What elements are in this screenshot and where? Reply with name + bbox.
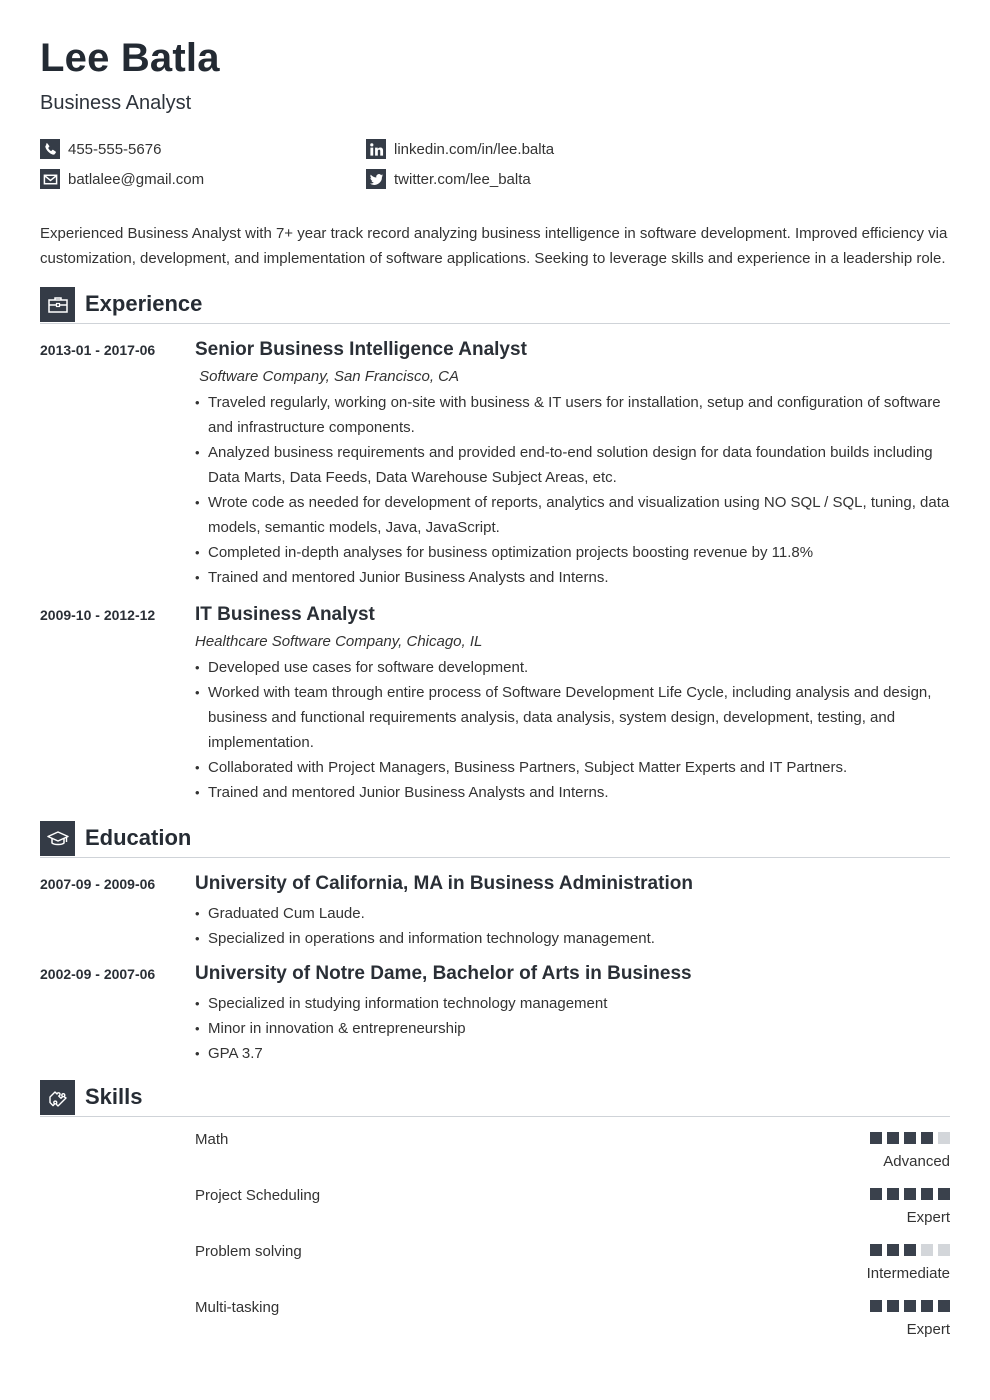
- rating-square-filled: [904, 1300, 916, 1312]
- skill-rating: [870, 1132, 950, 1144]
- entry-bullets: [195, 991, 952, 1066]
- graduation-cap-icon: [40, 821, 75, 856]
- puzzle-piece-icon: [40, 1080, 75, 1115]
- entry-company: Software Company, San Francisco, CA: [195, 368, 459, 385]
- phone-icon: [40, 139, 60, 159]
- skill-name: Multi-tasking: [195, 1299, 280, 1316]
- profile-summary: Experienced Business Analyst with 7+ year track record analyzing business intelligence in software development. Improved efficiency via customization, development, and implementation of software applications. Seeking to leverage skills and experience in a leadership role.: [40, 225, 948, 267]
- experience-heading: Experience: [85, 291, 203, 316]
- rating-square-filled: [887, 1244, 899, 1256]
- phone-text: 455-555-5676: [68, 140, 162, 158]
- rating-square-filled: [870, 1300, 882, 1312]
- bullet-item: • Developed use cases for software development.: [195, 655, 952, 680]
- rating-square-filled: [904, 1244, 916, 1256]
- bullet-item: • Graduated Cum Laude.: [195, 901, 952, 926]
- skill-rating: [870, 1244, 950, 1256]
- skill-level: Intermediate: [866, 1265, 950, 1282]
- entry-degree: University of California, MA in Business Administration: [195, 873, 693, 894]
- rating-square-filled: [921, 1300, 933, 1312]
- skill-name: Math: [195, 1131, 229, 1148]
- entry-bullets: [195, 390, 952, 590]
- rating-square-filled: [921, 1132, 933, 1144]
- skill-item: [195, 1299, 950, 1349]
- rating-square-filled: [921, 1188, 933, 1200]
- skill-item: [195, 1187, 950, 1237]
- entry-company: Healthcare Software Company, Chicago, IL: [195, 633, 483, 650]
- rating-square-filled: [870, 1188, 882, 1200]
- bullet-item: • Specialized in operations and information technology management.: [195, 926, 952, 951]
- contact-linkedin[interactable]: [366, 139, 554, 159]
- bullet-item: • Worked with team through entire process of Software Development Life Cycle, including analysis and design, business and functional requirements analysis, data analysis, system design, development, testing, and implementation.: [195, 680, 952, 755]
- skill-level: Advanced: [883, 1153, 950, 1170]
- rating-square-filled: [887, 1300, 899, 1312]
- education-heading: Education: [85, 825, 192, 850]
- rating-square-filled: [887, 1188, 899, 1200]
- skill-name: Problem solving: [195, 1243, 302, 1260]
- entry-role: IT Business Analyst: [195, 604, 375, 625]
- entry-date: 2007-09 - 2009-06: [40, 876, 156, 892]
- job-title: Business Analyst: [40, 92, 192, 114]
- rating-square-empty: [938, 1244, 950, 1256]
- twitter-icon: [366, 169, 386, 189]
- rating-square-empty: [921, 1244, 933, 1256]
- bullet-item: • Wrote code as needed for development of reports, analytics and visualization using NO SQL / SQL, tuning, data models, semantic models, Java, JavaScript.: [195, 490, 952, 540]
- entry-bullets: [195, 901, 952, 951]
- linkedin-text: linkedin.com/in/lee.balta: [394, 140, 555, 158]
- bullet-item: • Collaborated with Project Managers, Business Partners, Subject Matter Experts and IT Partners.: [195, 755, 952, 780]
- briefcase-icon: [40, 287, 75, 322]
- bullet-item: • Trained and mentored Junior Business Analysts and Interns.: [195, 780, 952, 805]
- entry-date: 2009-10 - 2012-12: [40, 607, 156, 623]
- linkedin-icon: [366, 139, 386, 159]
- skills-section-header: [40, 1080, 950, 1117]
- experience-section-header: [40, 287, 950, 324]
- entry-date: 2013-01 - 2017-06: [40, 342, 156, 358]
- skill-rating: [870, 1188, 950, 1200]
- twitter-text: twitter.com/lee_balta: [394, 170, 531, 188]
- bullet-item: • Completed in-depth analyses for business optimization projects boosting revenue by 11.8%: [195, 540, 952, 565]
- bullet-item: • GPA 3.7: [195, 1041, 952, 1066]
- rating-square-filled: [904, 1188, 916, 1200]
- skill-level: Expert: [906, 1321, 950, 1338]
- rating-square-filled: [938, 1188, 950, 1200]
- contact-email[interactable]: [40, 169, 204, 189]
- skill-level: Expert: [906, 1209, 950, 1226]
- skill-item: [195, 1243, 950, 1293]
- envelope-icon: [40, 169, 60, 189]
- bullet-item: • Specialized in studying information technology management: [195, 991, 952, 1016]
- entry-role: Senior Business Intelligence Analyst: [195, 339, 527, 360]
- education-section-header: [40, 821, 950, 858]
- skill-rating: [870, 1300, 950, 1312]
- rating-square-filled: [870, 1244, 882, 1256]
- entry-date: 2002-09 - 2007-06: [40, 966, 156, 982]
- rating-square-filled: [938, 1300, 950, 1312]
- rating-square-filled: [887, 1132, 899, 1144]
- contact-phone[interactable]: [40, 139, 161, 159]
- entry-degree: University of Notre Dame, Bachelor of Arts in Business: [195, 963, 692, 984]
- bullet-item: • Analyzed business requirements and provided end-to-end solution design for data foundation builds including Data Marts, Data Feeds, Data Warehouse Subject Areas, etc.: [195, 440, 952, 490]
- skill-item: [195, 1131, 950, 1181]
- email-text: batlalee@gmail.com: [68, 170, 205, 188]
- skills-heading: Skills: [85, 1084, 143, 1109]
- rating-square-filled: [870, 1132, 882, 1144]
- contact-twitter[interactable]: [366, 169, 531, 189]
- candidate-name: Lee Batla: [40, 36, 220, 80]
- bullet-item: • Minor in innovation & entrepreneurship: [195, 1016, 952, 1041]
- rating-square-empty: [938, 1132, 950, 1144]
- bullet-item: • Traveled regularly, working on-site with business & IT users for installation, setup and configuration of software and infrastructure components.: [195, 390, 952, 440]
- entry-bullets: [195, 655, 952, 805]
- bullet-item: • Trained and mentored Junior Business Analysts and Interns.: [195, 565, 952, 590]
- skill-name: Project Scheduling: [195, 1187, 321, 1204]
- rating-square-filled: [904, 1132, 916, 1144]
